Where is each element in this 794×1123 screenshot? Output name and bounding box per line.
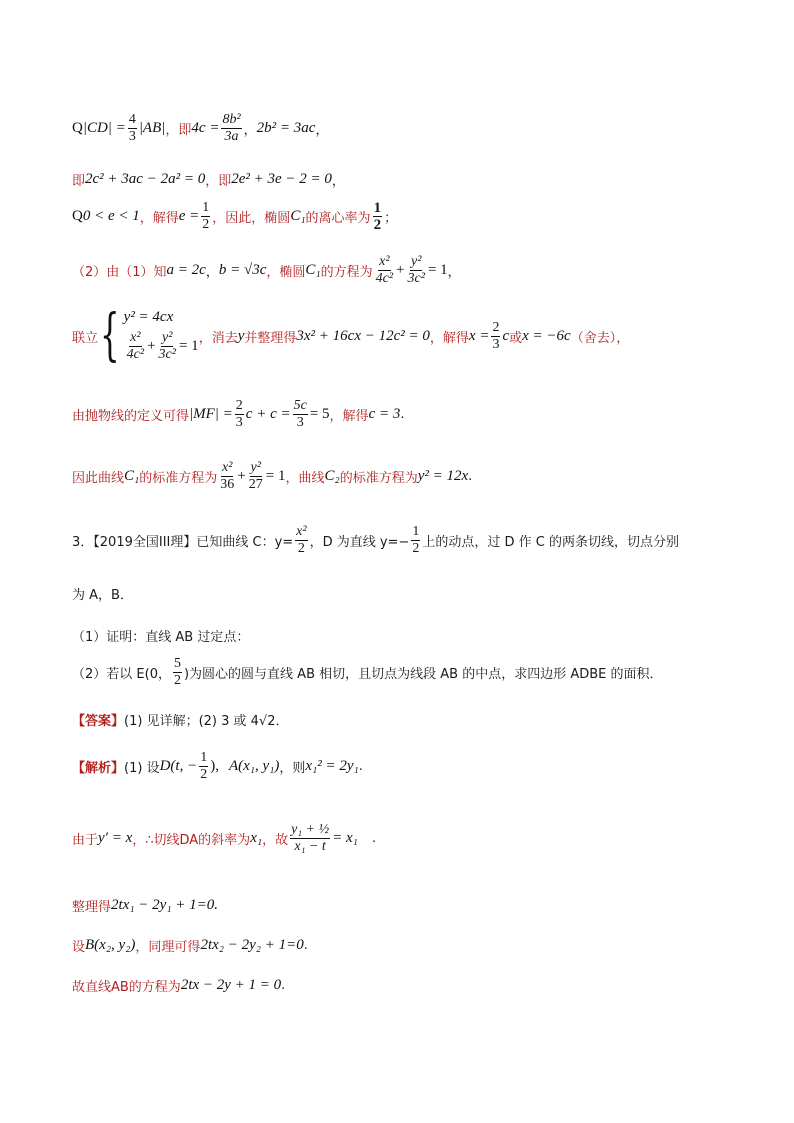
math: A(x₁, y₁) — [228, 758, 280, 774]
text: (1) 设 — [124, 761, 160, 776]
text: 由于 — [72, 833, 99, 848]
text: ， — [205, 265, 219, 280]
text: 为 A，B． — [72, 588, 133, 603]
math: y′ = x — [98, 830, 133, 846]
fraction: $\frac{\text{x²}}{2}$ — [296, 524, 307, 556]
text: 并整理得 — [244, 330, 297, 346]
line-11 — [72, 656, 663, 689]
math: C₁ — [305, 262, 321, 278]
line-17 — [72, 976, 285, 995]
text: 的方程为 — [320, 265, 373, 280]
math: B(x₂, y₂) — [85, 937, 136, 953]
fraction: $\frac{2}{3}$ — [492, 319, 500, 352]
fraction: $\frac{1}{2}$ — [202, 200, 210, 232]
text: . — [358, 759, 363, 774]
text: 的标准方程为 — [339, 471, 418, 486]
answer-text: (1) 见详解；(2) 3 或 4√2． — [124, 714, 289, 729]
line-1 — [72, 112, 328, 145]
text: . — [400, 407, 405, 422]
text: ， — [315, 123, 329, 138]
text: ，消去 — [198, 330, 238, 346]
text: ，则 — [279, 761, 306, 776]
text: ，故 — [262, 833, 289, 848]
math: c — [502, 327, 510, 344]
math: ), — [210, 758, 219, 774]
line-8 — [72, 524, 679, 557]
fraction: $\frac{\text{x²}}{\text{4c²}}$ — [126, 330, 145, 362]
line-7 — [72, 460, 472, 493]
fraction: $\frac{\text{x²}}{36}$ — [220, 460, 235, 492]
left-brace: { — [100, 303, 120, 368]
system-row-2: $\frac{\text{x²}}{\text{4c²}}$ + $\frac{\text{y²}}{\text{3c²}}$ = 1 — [126, 330, 199, 362]
math: 2tx₂ − 2y₂ + 1=0 — [200, 937, 304, 953]
math: 2tx₁ − 2y₁ + 1=0. — [111, 897, 219, 913]
math: + — [237, 468, 246, 484]
math: + — [396, 262, 405, 278]
fraction: $\frac{1}{2}$ — [200, 750, 208, 782]
text: 或 — [509, 330, 523, 346]
math: 2b² = 3ac — [256, 120, 316, 136]
text: 的标准方程为 — [139, 471, 218, 486]
text: ，椭圆 — [266, 265, 306, 280]
fraction: $\frac{\text{x²}}{\text{4c²}}$ — [375, 254, 394, 286]
text: 因此曲线 — [72, 471, 125, 486]
text: ，即 — [205, 174, 232, 189]
line-4 — [72, 254, 461, 287]
math: = x₁ — [332, 830, 358, 846]
math: = 5 — [309, 406, 330, 422]
text: ，解得 — [139, 211, 179, 226]
math: C₁ — [124, 468, 140, 484]
text: ； — [384, 211, 398, 226]
text: ，即 — [165, 123, 192, 138]
math: 4c = — [191, 120, 220, 136]
text: 的离心率为 — [305, 211, 371, 226]
line-5 — [72, 303, 630, 368]
math: 3x² + 16cx − 12c² = 0 — [296, 327, 430, 344]
text: 3．【2019全国III理】已知曲线 C：y= — [72, 535, 294, 550]
line-2 — [72, 170, 345, 189]
text: （舍去）， — [570, 330, 630, 346]
text: Q — [72, 120, 83, 136]
text: 由抛物线的定义可得 — [72, 409, 190, 424]
text: . — [281, 978, 286, 993]
text: . — [371, 831, 376, 846]
math: 2tx − 2y + 1 = 0 — [180, 977, 282, 993]
math: 2c² + 3ac − 2a² = 0 — [85, 171, 206, 187]
math: y² = 12x — [417, 468, 469, 484]
text: ，因此，椭圆 — [212, 211, 291, 226]
math: y — [237, 327, 245, 344]
text: 联立 — [72, 330, 99, 346]
math: D(t, − — [159, 758, 198, 774]
text: ， — [331, 174, 345, 189]
fraction: $\frac{\text{y²}}{\text{3c²}}$ — [158, 330, 176, 362]
text: 上的动点，过 D 作 C 的两条切线，切点分别 — [422, 535, 679, 550]
math: |AB| — [138, 120, 166, 136]
text: ， — [243, 123, 257, 138]
fraction: $\frac{5}{2}$ — [173, 656, 181, 688]
math: x = −6c — [522, 327, 571, 344]
line-16 — [72, 936, 308, 955]
line-12 — [72, 710, 288, 729]
text: Q — [72, 208, 83, 224]
math: C₁ — [290, 208, 306, 224]
text: 即 — [72, 174, 86, 189]
line-15 — [72, 896, 218, 915]
text: ，解得 — [329, 409, 369, 424]
math: |MF| = — [189, 406, 233, 422]
text: ，D 为直线 y=− — [309, 535, 410, 550]
line-13 — [72, 750, 363, 783]
line-9 — [72, 584, 133, 603]
text: ，同理可得 — [135, 940, 201, 955]
system-row-1: y² = 4cx — [123, 309, 174, 325]
math: e = — [178, 208, 200, 224]
line-10 — [72, 626, 249, 645]
text: . — [303, 938, 308, 953]
math: c + c = — [245, 406, 291, 422]
math: b = √3c — [218, 262, 267, 278]
fraction: $\frac{\text{8b²}}{3a}$ — [222, 112, 241, 144]
fraction: $\frac{\text{y²}}{\text{3c²}}$ — [407, 254, 425, 286]
math: |CD| = — [82, 120, 126, 136]
text: ，解得 — [429, 330, 469, 346]
fraction: $\frac{\text{y²}}{27}$ — [248, 460, 263, 492]
line-14 — [72, 822, 376, 855]
fraction: $\frac{1}{2}$ — [373, 200, 382, 233]
analysis-label: 【解析】 — [72, 761, 125, 776]
fraction: $\frac{\text{y₁ + ½}}{\text{x₁ − t}}$ — [291, 822, 330, 854]
math: x₁² = 2y₁ — [305, 758, 359, 774]
text: 设 — [72, 940, 86, 955]
text: . — [468, 469, 473, 484]
text: ，曲线 — [285, 471, 325, 486]
text: )为圆心的圆与直线 AB 相切，且切点为线段 AB 的中点，求四边形 ADBE 的面积． — [183, 667, 663, 682]
math: c = 3 — [368, 406, 401, 422]
math: 2e² + 3e − 2 = 0 — [231, 171, 332, 187]
math: = 1 — [265, 468, 286, 484]
math: 0 < e < 1 — [82, 208, 140, 224]
fraction: $\frac{1}{2}$ — [412, 524, 420, 556]
text: （2）若以 E(0， — [72, 667, 171, 682]
equation-system — [98, 303, 199, 368]
text: 整理得 — [72, 900, 112, 915]
text: ，∴切线DA的斜率为 — [132, 833, 251, 848]
math: = 1 — [427, 262, 448, 278]
answer-label: 【答案】 — [72, 714, 125, 729]
math: x₁ — [250, 830, 263, 846]
math: C₂ — [324, 468, 340, 484]
text: （1）证明：直线 AB 过定点： — [72, 630, 250, 645]
fraction: $\frac{2}{3}$ — [235, 398, 243, 430]
text: （2）由（1）知 — [72, 265, 167, 280]
fraction: $\frac{5c}{3}$ — [293, 398, 307, 430]
text: ， — [447, 265, 461, 280]
text: 故直线AB的方程为 — [72, 980, 181, 995]
fraction: $\frac{4}{3}$ — [128, 112, 136, 144]
line-3 — [72, 200, 397, 233]
line-6 — [72, 398, 404, 431]
math: x = — [468, 327, 490, 344]
math: a = 2c — [166, 262, 206, 278]
